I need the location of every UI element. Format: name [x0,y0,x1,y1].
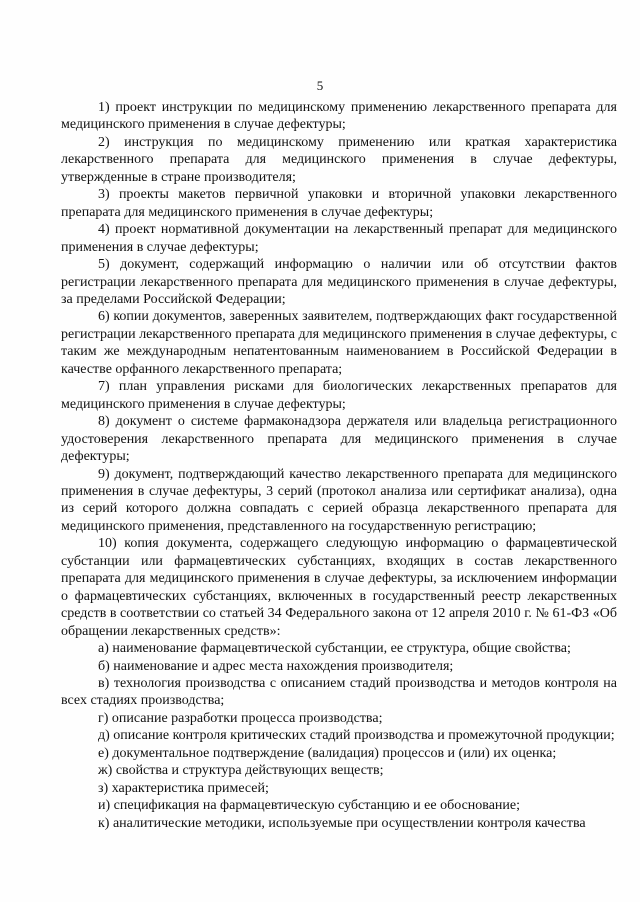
sub-list-item: з) характеристика примесей; [98,780,269,796]
list-item: 1) проект инструкции по медицинскому применению лекарственного препарата для медицинского применения в случае дефектуры; [61,100,617,133]
list-item: 8) документ о системе фармаконадзора держателя или владельца регистрационного удостоверения лекарственного препарата для медицинского применения в случае дефектуры; [61,414,617,465]
sub-list-item: и) спецификация на фармацевтическую субстанцию и ее обоснование; [98,798,521,814]
list-item: 3) проекты макетов первичной упаковки и вторичной упаковки лекарственного препарата для медицинского применения в случае дефектуры; [61,187,617,220]
sub-list-item: е) документальное подтверждение (валидация) процессов и (или) их оценка; [98,745,557,761]
document-body [61,99,617,832]
list-item: 6) копии документов, заверенных заявителем, подтверждающих факт государственной регистрации лекарственного препарата для медицинского применения в случае дефектуры, с таким же международным непатентованным наименованием в Российской Федерации в качестве орфанного лекарственного препарата; [61,309,617,377]
list-item: 4) проект нормативной документации на лекарственный препарат для медицинского применения в случае дефектуры; [61,222,617,255]
sub-list-item: г) описание разработки процесса производства; [98,710,383,726]
list-item: 10) копия документа, содержащего следующую информацию о фармацевтической субстанции или фармацевтических субстанциях, входящих в состав лекарственного препарата для медицинского применения в случае дефектуры, за исключением информации о фармацевтических субстанциях, включенных в государственный реестр лекарственных средств в соответствии со статьей 34 Федерального закона от 12 апреля 2010 г. № 61-ФЗ «Об обращении лекарственных средств»: [61,536,617,639]
sub-list-item: к) аналитические методики, используемые при осуществлении контроля качества [98,815,586,831]
list-item: 5) документ, содержащий информацию о наличии или об отсутствии фактов регистрации лекарственного препарата для медицинского применения в случае дефектуры, за пределами Российской Федерации; [61,257,617,307]
list-item: 9) документ, подтверждающий качество лекарственного препарата для медицинского применения в случае дефектуры, 3 серий (протокол анализа или сертификат анализа), одна из серий которого должна совпадать с серией образца лекарственного препарата для медицинского применения, представленного на государственную регистрацию; [61,466,617,534]
page-number: 5 [316,78,324,93]
sub-list-item: ж) свойства и структура действующих веществ; [98,763,384,779]
list-item: 7) план управления рисками для биологических лекарственных препаратов для медицинского применения в случае дефектуры; [61,379,617,412]
sub-list-item: а) наименование фармацевтической субстанции, ее структура, общие свойства; [98,641,571,657]
sub-list-item: в) технология производства с описанием стадий производства и методов контроля на всех стадиях производства; [61,675,617,709]
sub-list-item: б) наименование и адрес места нахождения производителя; [98,658,454,674]
sub-list-item: д) описание контроля критических стадий производства и промежуточной продукции; [98,728,615,744]
list-item: 2) инструкция по медицинскому применению или краткая характеристика лекарственного препарата для медицинского применения в случае дефектуры, утвержденные в стране производителя; [61,134,617,185]
